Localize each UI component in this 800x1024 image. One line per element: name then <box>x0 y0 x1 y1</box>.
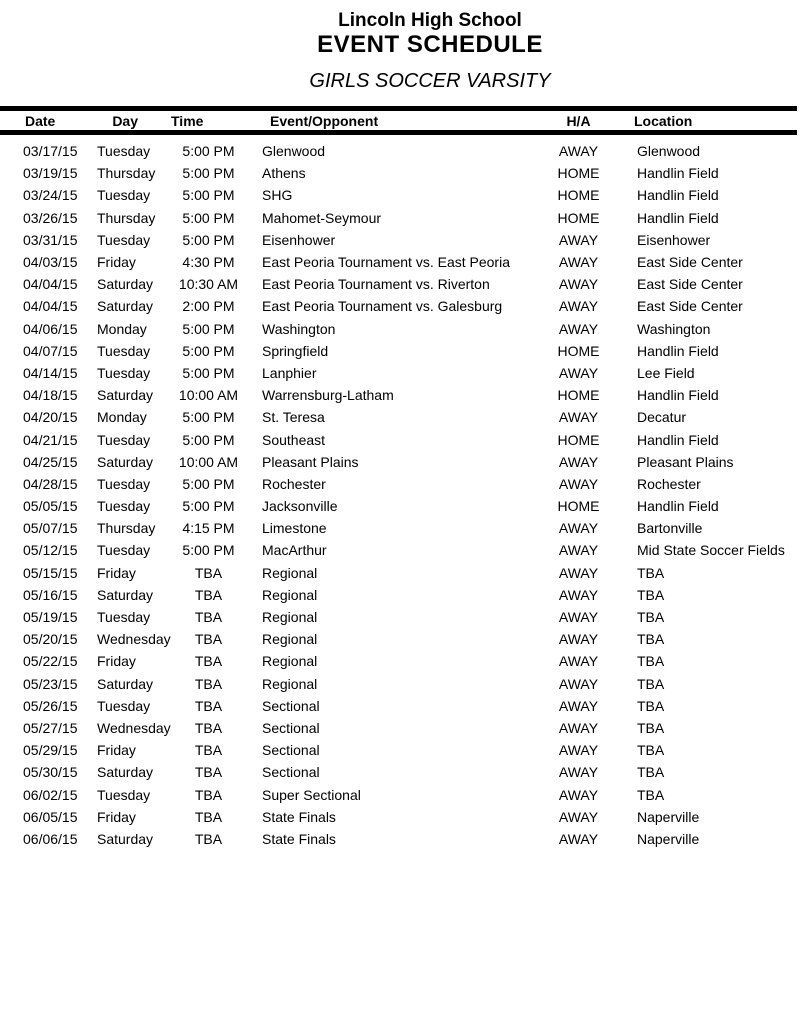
location-cell: Handlin Field <box>637 165 719 182</box>
home-away-cell: HOME <box>557 498 600 515</box>
event-opponent-cell: East Peoria Tournament vs. Riverton <box>262 276 490 293</box>
time-cell: TBA <box>194 586 223 603</box>
location-cell: Mid State Soccer Fields <box>637 542 785 559</box>
date-cell: 05/05/15 <box>23 498 78 515</box>
table-row <box>0 184 800 206</box>
time-cell: 5:00 PM <box>182 364 235 381</box>
home-away-cell: AWAY <box>558 475 599 492</box>
date-cell: 04/03/15 <box>23 254 78 271</box>
table-row <box>0 517 800 539</box>
schedule-rows <box>0 140 800 850</box>
date-cell: 05/07/15 <box>23 520 78 537</box>
location-cell: TBA <box>637 609 665 626</box>
day-cell: Tuesday <box>97 609 151 626</box>
date-cell: 05/23/15 <box>23 675 78 692</box>
home-away-cell: AWAY <box>558 364 599 381</box>
event-opponent-cell: MacArthur <box>262 542 327 559</box>
home-away-cell: AWAY <box>558 653 599 670</box>
home-away-cell: AWAY <box>558 453 599 470</box>
table-row <box>0 140 800 162</box>
date-cell: 03/17/15 <box>23 143 78 160</box>
home-away-cell: AWAY <box>558 143 599 160</box>
location-cell: East Side Center <box>637 298 743 315</box>
day-cell: Thursday <box>97 165 156 182</box>
date-cell: 04/07/15 <box>23 342 78 359</box>
event-opponent-cell: Pleasant Plains <box>262 453 359 470</box>
time-cell: 10:00 AM <box>178 387 239 404</box>
time-cell: TBA <box>194 653 223 670</box>
date-cell: 05/16/15 <box>23 586 78 603</box>
location-cell: TBA <box>637 764 665 781</box>
home-away-cell: AWAY <box>558 542 599 559</box>
table-row <box>0 695 800 717</box>
day-cell: Monday <box>97 409 147 426</box>
team-subtitle: GIRLS SOCCER VARSITY <box>309 70 551 92</box>
table-row <box>0 162 800 184</box>
event-opponent-cell: Springfield <box>262 342 329 359</box>
location-cell: Rochester <box>637 475 701 492</box>
date-cell: 06/06/15 <box>23 830 78 847</box>
time-cell: 2:00 PM <box>182 298 235 315</box>
date-cell: 05/22/15 <box>23 653 78 670</box>
table-row <box>0 783 800 805</box>
day-cell: Tuesday <box>97 542 151 559</box>
home-away-cell: AWAY <box>558 320 599 337</box>
event-opponent-cell: SHG <box>262 187 293 204</box>
time-cell: 5:00 PM <box>182 165 235 182</box>
home-away-cell: AWAY <box>558 276 599 293</box>
home-away-cell: AWAY <box>558 409 599 426</box>
day-cell: Friday <box>97 564 136 581</box>
location-cell: Naperville <box>637 808 700 825</box>
location-cell: Washington <box>637 320 711 337</box>
date-cell: 05/30/15 <box>23 764 78 781</box>
day-cell: Tuesday <box>97 475 151 492</box>
table-header-row <box>0 111 800 130</box>
day-cell: Saturday <box>97 276 154 293</box>
time-cell: 4:15 PM <box>182 520 235 537</box>
day-cell: Friday <box>97 254 136 271</box>
table-row <box>0 717 800 739</box>
table-row <box>0 673 800 695</box>
time-cell: 5:00 PM <box>182 431 235 448</box>
event-opponent-cell: Regional <box>262 609 318 626</box>
event-opponent-cell: East Peoria Tournament vs. East Peoria <box>262 254 510 271</box>
time-cell: TBA <box>194 609 223 626</box>
date-cell: 06/05/15 <box>23 808 78 825</box>
home-away-cell: HOME <box>557 431 600 448</box>
event-opponent-cell: Washington <box>262 320 336 337</box>
date-cell: 06/02/15 <box>23 786 78 803</box>
time-cell: TBA <box>194 764 223 781</box>
event-opponent-cell: Sectional <box>262 719 320 736</box>
date-cell: 04/20/15 <box>23 409 78 426</box>
table-row <box>0 362 800 384</box>
table-row <box>0 229 800 251</box>
time-cell: 4:30 PM <box>182 254 235 271</box>
column-header-home-away: H/A <box>566 112 591 129</box>
event-opponent-cell: Regional <box>262 653 318 670</box>
event-opponent-cell: Athens <box>262 165 306 182</box>
date-cell: 03/19/15 <box>23 165 78 182</box>
location-cell: Handlin Field <box>637 387 719 404</box>
event-opponent-cell: Jacksonville <box>262 498 338 515</box>
location-cell: Handlin Field <box>637 431 719 448</box>
table-row <box>0 251 800 273</box>
home-away-cell: AWAY <box>558 231 599 248</box>
time-cell: 5:00 PM <box>182 542 235 559</box>
day-cell: Saturday <box>97 830 154 847</box>
table-row <box>0 606 800 628</box>
day-cell: Friday <box>97 808 136 825</box>
date-cell: 04/14/15 <box>23 364 78 381</box>
table-row <box>0 340 800 362</box>
location-cell: Eisenhower <box>637 231 711 248</box>
day-cell: Friday <box>97 742 136 759</box>
table-row <box>0 584 800 606</box>
day-cell: Monday <box>97 320 147 337</box>
date-cell: 04/21/15 <box>23 431 78 448</box>
table-row <box>0 495 800 517</box>
event-opponent-cell: Regional <box>262 631 318 648</box>
time-cell: 5:00 PM <box>182 320 235 337</box>
time-cell: TBA <box>194 808 223 825</box>
event-opponent-cell: Super Sectional <box>262 786 361 803</box>
location-cell: Decatur <box>637 409 687 426</box>
event-opponent-cell: Warrensburg-Latham <box>262 387 394 404</box>
location-cell: TBA <box>637 697 665 714</box>
home-away-cell: AWAY <box>558 830 599 847</box>
day-cell: Tuesday <box>97 786 151 803</box>
home-away-cell: AWAY <box>558 697 599 714</box>
day-cell: Friday <box>97 653 136 670</box>
location-cell: Naperville <box>637 830 700 847</box>
date-cell: 05/26/15 <box>23 697 78 714</box>
day-cell: Tuesday <box>97 431 151 448</box>
location-cell: East Side Center <box>637 254 743 271</box>
day-cell: Tuesday <box>97 364 151 381</box>
time-cell: TBA <box>194 697 223 714</box>
location-cell: TBA <box>637 742 665 759</box>
location-cell: TBA <box>637 786 665 803</box>
event-opponent-cell: Lanphier <box>262 364 317 381</box>
time-cell: 10:00 AM <box>178 453 239 470</box>
event-opponent-cell: Limestone <box>262 520 327 537</box>
event-opponent-cell: Sectional <box>262 742 320 759</box>
table-row <box>0 628 800 650</box>
home-away-cell: AWAY <box>558 631 599 648</box>
home-away-cell: AWAY <box>558 675 599 692</box>
date-cell: 05/20/15 <box>23 631 78 648</box>
location-cell: Bartonville <box>637 520 703 537</box>
location-cell: Handlin Field <box>637 209 719 226</box>
header-rule-bottom <box>0 130 797 135</box>
day-cell: Saturday <box>97 764 154 781</box>
day-cell: Thursday <box>97 209 156 226</box>
time-cell: 5:00 PM <box>182 342 235 359</box>
home-away-cell: HOME <box>557 187 600 204</box>
date-cell: 05/19/15 <box>23 609 78 626</box>
time-cell: 5:00 PM <box>182 209 235 226</box>
table-row <box>0 828 800 850</box>
time-cell: TBA <box>194 675 223 692</box>
event-opponent-cell: State Finals <box>262 808 336 825</box>
time-cell: 5:00 PM <box>182 187 235 204</box>
day-cell: Saturday <box>97 675 154 692</box>
date-cell: 04/04/15 <box>23 298 78 315</box>
time-cell: TBA <box>194 830 223 847</box>
home-away-cell: AWAY <box>558 609 599 626</box>
table-row <box>0 406 800 428</box>
location-cell: Lee Field <box>637 364 695 381</box>
column-header-time: Time <box>171 112 204 129</box>
time-cell: 10:30 AM <box>178 276 239 293</box>
home-away-cell: AWAY <box>558 564 599 581</box>
home-away-cell: AWAY <box>558 786 599 803</box>
home-away-cell: AWAY <box>558 764 599 781</box>
home-away-cell: AWAY <box>558 808 599 825</box>
date-cell: 04/18/15 <box>23 387 78 404</box>
home-away-cell: AWAY <box>558 254 599 271</box>
location-cell: Glenwood <box>637 143 701 160</box>
date-cell: 03/31/15 <box>23 231 78 248</box>
table-row <box>0 761 800 783</box>
event-opponent-cell: State Finals <box>262 830 336 847</box>
table-row <box>0 562 800 584</box>
event-opponent-cell: Glenwood <box>262 143 326 160</box>
column-header-date: Date <box>25 112 56 129</box>
day-cell: Tuesday <box>97 697 151 714</box>
table-row <box>0 273 800 295</box>
location-cell: East Side Center <box>637 276 743 293</box>
table-row <box>0 295 800 317</box>
day-cell: Tuesday <box>97 143 151 160</box>
time-cell: TBA <box>194 786 223 803</box>
time-cell: 5:00 PM <box>182 143 235 160</box>
date-cell: 05/15/15 <box>23 564 78 581</box>
day-cell: Wednesday <box>97 631 171 648</box>
table-row <box>0 539 800 561</box>
location-cell: TBA <box>637 564 665 581</box>
day-cell: Saturday <box>97 298 154 315</box>
location-cell: TBA <box>637 586 665 603</box>
date-cell: 04/06/15 <box>23 320 78 337</box>
date-cell: 04/04/15 <box>23 276 78 293</box>
home-away-cell: HOME <box>557 387 600 404</box>
event-opponent-cell: Eisenhower <box>262 231 336 248</box>
event-opponent-cell: Mahomet-Seymour <box>262 209 382 226</box>
day-cell: Saturday <box>97 586 154 603</box>
table-row <box>0 428 800 450</box>
event-opponent-cell: Sectional <box>262 764 320 781</box>
event-opponent-cell: Sectional <box>262 697 320 714</box>
time-cell: 5:00 PM <box>182 475 235 492</box>
home-away-cell: HOME <box>557 209 600 226</box>
location-cell: TBA <box>637 653 665 670</box>
date-cell: 03/26/15 <box>23 209 78 226</box>
day-cell: Tuesday <box>97 231 151 248</box>
event-opponent-cell: St. Teresa <box>262 409 325 426</box>
school-name: Lincoln High School <box>338 10 522 31</box>
event-opponent-cell: Regional <box>262 586 318 603</box>
column-header-event-opponent: Event/Opponent <box>270 112 379 129</box>
table-row <box>0 451 800 473</box>
date-cell: 03/24/15 <box>23 187 78 204</box>
day-cell: Thursday <box>97 520 156 537</box>
column-header-location: Location <box>634 112 693 129</box>
page-title: EVENT SCHEDULE <box>317 31 543 58</box>
event-opponent-cell: Southeast <box>262 431 326 448</box>
home-away-cell: AWAY <box>558 719 599 736</box>
event-opponent-cell: Regional <box>262 675 318 692</box>
location-cell: Handlin Field <box>637 187 719 204</box>
event-opponent-cell: Rochester <box>262 475 326 492</box>
day-cell: Tuesday <box>97 187 151 204</box>
table-row <box>0 806 800 828</box>
day-cell: Wednesday <box>97 719 171 736</box>
date-cell: 05/12/15 <box>23 542 78 559</box>
home-away-cell: AWAY <box>558 298 599 315</box>
home-away-cell: AWAY <box>558 742 599 759</box>
home-away-cell: HOME <box>557 342 600 359</box>
time-cell: 5:00 PM <box>182 231 235 248</box>
location-cell: Pleasant Plains <box>637 453 734 470</box>
location-cell: TBA <box>637 675 665 692</box>
table-row <box>0 384 800 406</box>
event-opponent-cell: East Peoria Tournament vs. Galesburg <box>262 298 503 315</box>
time-cell: 5:00 PM <box>182 498 235 515</box>
home-away-cell: AWAY <box>558 520 599 537</box>
table-row <box>0 650 800 672</box>
date-cell: 04/28/15 <box>23 475 78 492</box>
home-away-cell: HOME <box>557 165 600 182</box>
time-cell: TBA <box>194 631 223 648</box>
location-cell: TBA <box>637 719 665 736</box>
time-cell: TBA <box>194 564 223 581</box>
date-cell: 04/25/15 <box>23 453 78 470</box>
table-row <box>0 207 800 229</box>
day-cell: Tuesday <box>97 498 151 515</box>
table-row <box>0 318 800 340</box>
date-cell: 05/29/15 <box>23 742 78 759</box>
table-row <box>0 473 800 495</box>
location-cell: Handlin Field <box>637 342 719 359</box>
date-cell: 05/27/15 <box>23 719 78 736</box>
title-block <box>60 9 800 93</box>
location-cell: Handlin Field <box>637 498 719 515</box>
day-cell: Saturday <box>97 453 154 470</box>
column-header-day: Day <box>112 112 138 129</box>
time-cell: TBA <box>194 719 223 736</box>
time-cell: 5:00 PM <box>182 409 235 426</box>
day-cell: Saturday <box>97 387 154 404</box>
home-away-cell: AWAY <box>558 586 599 603</box>
day-cell: Tuesday <box>97 342 151 359</box>
time-cell: TBA <box>194 742 223 759</box>
table-row <box>0 739 800 761</box>
event-opponent-cell: Regional <box>262 564 318 581</box>
location-cell: TBA <box>637 631 665 648</box>
